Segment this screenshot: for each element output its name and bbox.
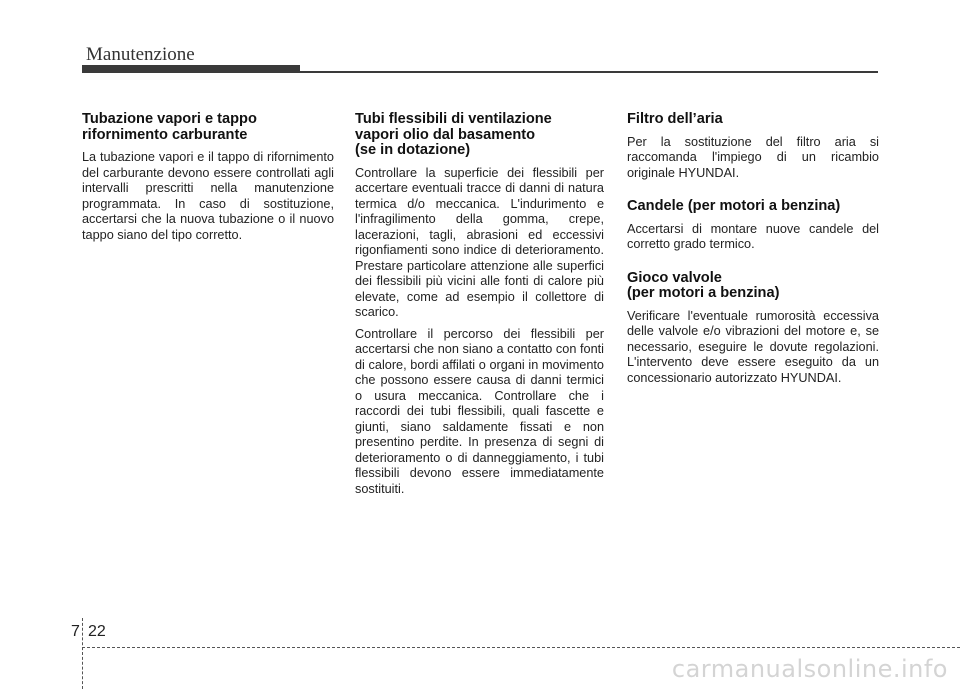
heading-candele: Candele (per motori a benzina) [627,198,841,214]
heading-tubazione-vapori: Tubazione vapori e tappo rifornimento carburante [82,111,257,143]
column-3 [627,112,879,392]
heading-tubi-flessibili: Tubi flessibili di ventilazione vapori olio dal basamento (se in dotazione) [355,111,552,158]
column-2 [355,112,604,503]
paragraph: Controllare la superficie dei flessibili per accertare eventuali tracce di danni di natura termica d/o meccanica. L'indurimento e l'infragilimento della gomma, crepe, lacerazioni, tagli, abrasioni ed eccessivi rigonfiamenti sono indice di deterioramento. Prestare particolare attenzione alle superfici dei flessibili più vicini alle fonti di calore più elevate, come ad esempio il collettore di scarico. [355,165,604,319]
header-accent-bar [82,65,300,73]
page-number: 22 [88,623,106,640]
paragraph: La tubazione vapori e il tappo di rifornimento del carburante devono essere controllati agli intervalli prescritti nella manutenzione programmata. In caso di sostituzione, accertarsi che la nuova tubazione o il nuovo tappo siano del tipo corretto. [82,150,334,242]
heading-gioco-valvole: Gioco valvole (per motori a benzina) [627,269,780,301]
watermark: carmanualsonline.info [671,655,948,683]
paragraph: Per la sostituzione del filtro aria si raccomanda l'impiego di un ricambio originale HYUNDAI. [627,134,879,180]
footer-horizontal-rule [82,647,960,648]
paragraph: Controllare il percorso dei flessibili per accertarsi che non siano a contatto con fonti di calore, bordi affilati o organi in movimento che possono essere causa di danni termici o usura meccanica. Controllare che i raccordi dei tubi flessibili, quali fascette e giunti, siano saldamente fissati e non presentino perdite. In presenza di segni di deterioramento o di danneggiamento, i tubi flessibili devono essere immediatamente sostituiti. [355,326,604,496]
paragraph: Verificare l'eventuale rumorosità eccessiva delle valvole e/o vibrazioni del motore e, se necessario, eseguire le dovute regolazioni. L'intervento deve essere eseguito da un concessionario autorizzato HYUNDAI. [627,308,879,385]
column-1 [82,112,334,249]
header-rule [300,71,878,73]
chapter-number: 7 [71,623,80,640]
footer-vertical-rule [82,618,83,689]
section-title: Manutenzione [86,44,195,65]
heading-filtro-aria: Filtro dell’aria [627,111,723,127]
paragraph: Accertarsi di montare nuove candele del corretto grado termico. [627,221,879,251]
